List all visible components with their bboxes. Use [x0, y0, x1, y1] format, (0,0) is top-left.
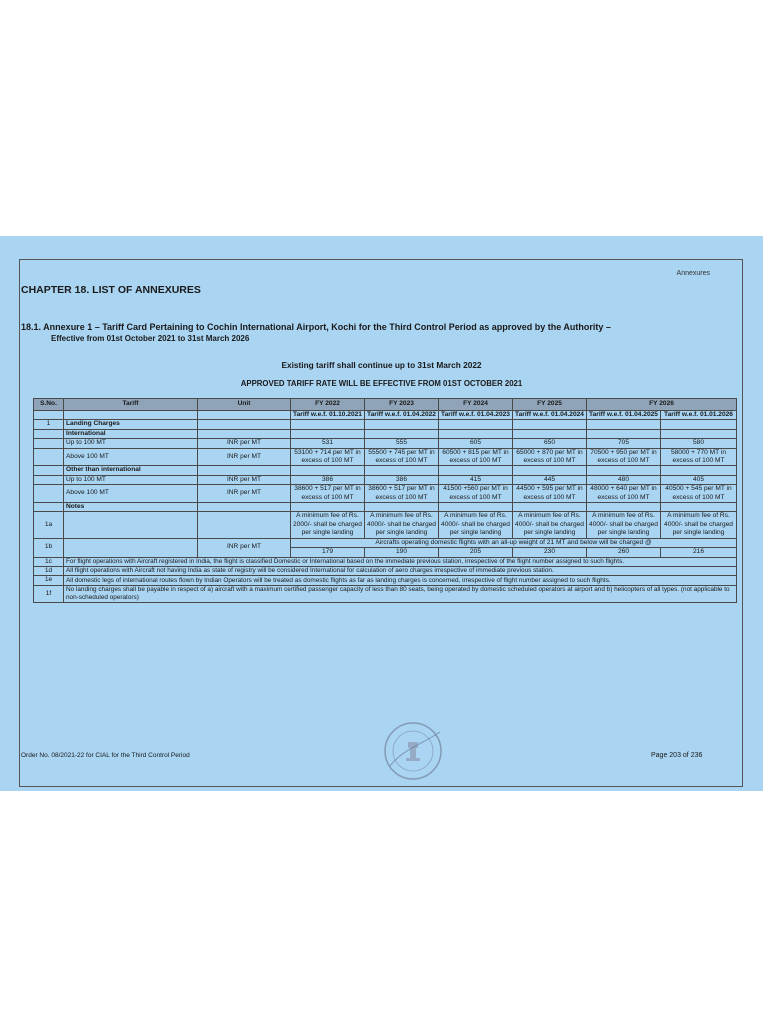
table-row	[34, 585, 737, 602]
table-row	[34, 448, 737, 466]
table-cell	[365, 429, 439, 438]
col-tariff: Tariff	[64, 399, 198, 411]
table-row	[34, 466, 737, 475]
rate-cell: 60500 + 815 per MT in excess of 100 MT	[439, 448, 513, 466]
row-label: Up to 100 MT	[64, 439, 198, 448]
note-cell: No landing charges shall be payable in respect of a) aircraft with a maximum certified passenger capacity of less than 80 seats, being operated by domestic scheduled operators at airport and b) helicopters of all types. (not applicable to non-scheduled operators)	[64, 585, 737, 602]
table-cell	[439, 503, 513, 512]
min-fee-cell: A minimum fee of Rs. 4000/- shall be charged per single landing	[661, 512, 737, 538]
table-cell	[291, 466, 365, 475]
row-label: International	[64, 429, 198, 438]
table-cell	[513, 420, 587, 429]
table-cell	[587, 503, 661, 512]
rate-cell: 38600 + 517 per MT in excess of 100 MT	[291, 485, 365, 503]
rate-cell: 53100 + 714 per MT in excess of 100 MT	[291, 448, 365, 466]
row-label: Landing Charges	[64, 420, 198, 429]
table-cell	[661, 420, 737, 429]
col-unit: Unit	[198, 399, 291, 411]
rate-cell: 179	[291, 548, 365, 557]
wef-cell: Tariff w.e.f. 01.04.2024	[513, 411, 587, 420]
row-label: Up to 100 MT	[64, 475, 198, 484]
table-cell	[64, 538, 198, 557]
table-row	[34, 576, 737, 585]
col-sno: S.No.	[34, 399, 64, 411]
annexure-title	[21, 321, 741, 345]
table-cell	[34, 503, 64, 512]
running-header: Annexures	[676, 270, 710, 277]
wef-cell: Tariff w.e.f. 01.04.2023	[439, 411, 513, 420]
table-cell	[513, 466, 587, 475]
annexure-title-text: 18.1. Annexure 1 – Tariff Card Pertaining to Cochin International Airport, Kochi for the Third Control Period as approved by the Authority –	[21, 322, 611, 332]
table-cell	[198, 429, 291, 438]
rate-cell: 41500 +560 per MT in excess of 100 MT	[439, 485, 513, 503]
table-row	[34, 566, 737, 575]
table-row	[34, 503, 737, 512]
sno-cell: 1e	[34, 576, 64, 585]
rate-cell: 44500 + 595 per MT in excess of 100 MT	[513, 485, 587, 503]
wef-cell: Tariff w.e.f. 01.04.2022	[365, 411, 439, 420]
rate-cell: 386	[365, 475, 439, 484]
table-cell	[64, 512, 198, 538]
table-cell	[34, 466, 64, 475]
col-fy: FY 2025	[513, 399, 587, 411]
col-fy: FY 2023	[365, 399, 439, 411]
rate-cell: 650	[513, 439, 587, 448]
min-fee-cell: A minimum fee of Rs. 2000/- shall be charged per single landing	[291, 512, 365, 538]
wef-cell: Tariff w.e.f. 01.04.2025	[587, 411, 661, 420]
sno-cell: 1f	[34, 585, 64, 602]
table-row	[34, 512, 737, 538]
unit-cell: INR per MT	[198, 485, 291, 503]
table-cell	[291, 503, 365, 512]
page-number: Page 203 of 236	[651, 752, 703, 759]
table-cell	[439, 420, 513, 429]
table-cell	[198, 512, 291, 538]
existing-tariff-note: Existing tariff shall continue up to 31st March 2022	[281, 360, 482, 370]
table-cell	[365, 466, 439, 475]
rate-cell: 70500 + 950 per MT in excess of 100 MT	[587, 448, 661, 466]
rate-cell: 555	[365, 439, 439, 448]
rate-cell: 216	[661, 548, 737, 557]
rate-cell: 445	[513, 475, 587, 484]
table-row	[34, 485, 737, 503]
table-cell	[587, 420, 661, 429]
unit-cell: INR per MT	[198, 538, 291, 557]
table-cell	[513, 503, 587, 512]
rate-cell: 260	[587, 548, 661, 557]
table-cell	[661, 466, 737, 475]
rate-cell: 480	[587, 475, 661, 484]
table-cell	[198, 503, 291, 512]
row-label: Notes	[64, 503, 198, 512]
rate-cell: 65000 + 870 per MT in excess of 100 MT	[513, 448, 587, 466]
table-cell	[661, 429, 737, 438]
table-cell	[198, 420, 291, 429]
footer-order-number: Order No. 08/2021-22 for CIAL for the Third Control Period	[21, 752, 190, 759]
rate-cell: 38600 + 517 per MT in excess of 100 MT	[365, 485, 439, 503]
table-subheader-row	[34, 411, 737, 420]
rate-cell: 580	[661, 439, 737, 448]
table-cell	[365, 420, 439, 429]
rate-cell: 48000 + 640 per MT in excess of 100 MT	[587, 485, 661, 503]
table-cell	[198, 466, 291, 475]
table-row	[34, 557, 737, 566]
table-cell	[661, 503, 737, 512]
table-cell	[513, 429, 587, 438]
col-fy: FY 2024	[439, 399, 513, 411]
sno-cell: 1a	[34, 512, 64, 538]
chapter-title: CHAPTER 18. LIST OF ANNEXURES	[21, 284, 201, 296]
wef-cell: Tariff w.e.f. 01.10.2021	[291, 411, 365, 420]
table-cell	[34, 448, 64, 466]
approved-tariff-note: APPROVED TARIFF RATE WILL BE EFFECTIVE FROM 01ST OCTOBER 2021	[240, 379, 523, 388]
table-row	[34, 420, 737, 429]
note-cell: Aircrafts operating domestic flights with an all-up weight of 21 MT and below will be charged @	[291, 538, 737, 547]
min-fee-cell: A minimum fee of Rs. 4000/- shall be charged per single landing	[513, 512, 587, 538]
table-cell	[34, 485, 64, 503]
unit-cell: INR per MT	[198, 439, 291, 448]
row-label: Above 100 MT	[64, 485, 198, 503]
table-cell	[34, 411, 64, 420]
table-cell	[34, 429, 64, 438]
table-cell	[587, 429, 661, 438]
rate-cell: 40500 + 545 per MT in excess of 100 MT	[661, 485, 737, 503]
table-cell	[64, 411, 198, 420]
sno-cell: 1b	[34, 538, 64, 557]
table-row	[34, 475, 737, 484]
table-cell	[439, 466, 513, 475]
rate-cell: 386	[291, 475, 365, 484]
table-header-row	[34, 399, 737, 411]
tariff-table	[33, 398, 737, 603]
table-cell	[291, 429, 365, 438]
official-seal-icon	[382, 720, 444, 782]
col-fy: FY 2026	[587, 399, 737, 411]
rate-cell: 55500 + 745 per MT in excess of 100 MT	[365, 448, 439, 466]
table-cell	[365, 503, 439, 512]
min-fee-cell: A minimum fee of Rs. 4000/- shall be charged per single landing	[439, 512, 513, 538]
table-cell	[34, 439, 64, 448]
sno-cell: 1c	[34, 557, 64, 566]
row-label: Other than international	[64, 466, 198, 475]
sno-cell: 1d	[34, 566, 64, 575]
rate-cell: 190	[365, 548, 439, 557]
col-fy: FY 2022	[291, 399, 365, 411]
rate-cell: 705	[587, 439, 661, 448]
row-label: Above 100 MT	[64, 448, 198, 466]
table-row	[34, 439, 737, 448]
note-cell: All domestic legs of international routes flown by Indian Operators will be treated as domestic flights as far as landing charges is concerned, irrespective of flight number assigned to such flights.	[64, 576, 737, 585]
table-cell	[198, 411, 291, 420]
sno-cell: 1	[34, 420, 64, 429]
table-cell	[439, 429, 513, 438]
table-cell	[34, 475, 64, 484]
table-row	[34, 538, 737, 547]
rate-cell: 58000 + 770 MT in excess of 100 MT	[661, 448, 737, 466]
rate-cell: 605	[439, 439, 513, 448]
wef-cell: Tariff w.e.f. 01.01.2026	[661, 411, 737, 420]
rate-cell: 415	[439, 475, 513, 484]
note-cell: For flight operations with Aircraft registered in India, the flight is classified Domestic or International based on the immediate previous station, irrespective of the flight number assigned to such flights.	[64, 557, 737, 566]
unit-cell: INR per MT	[198, 475, 291, 484]
rate-cell: 205	[439, 548, 513, 557]
unit-cell: INR per MT	[198, 448, 291, 466]
min-fee-cell: A minimum fee of Rs. 4000/- shall be charged per single landing	[587, 512, 661, 538]
rate-cell: 405	[661, 475, 737, 484]
rate-cell: 230	[513, 548, 587, 557]
table-cell	[291, 420, 365, 429]
annexure-subtitle: Effective from 01st October 2021 to 31st March 2026	[51, 334, 250, 343]
min-fee-cell: A minimum fee of Rs. 4000/- shall be charged per single landing	[365, 512, 439, 538]
rate-cell: 531	[291, 439, 365, 448]
table-row	[34, 429, 737, 438]
note-cell: All flight operations with Aircraft not having India as state of registry will be considered International for calculation of aero charges irrespective of immediate previous station.	[64, 566, 737, 575]
table-cell	[587, 466, 661, 475]
